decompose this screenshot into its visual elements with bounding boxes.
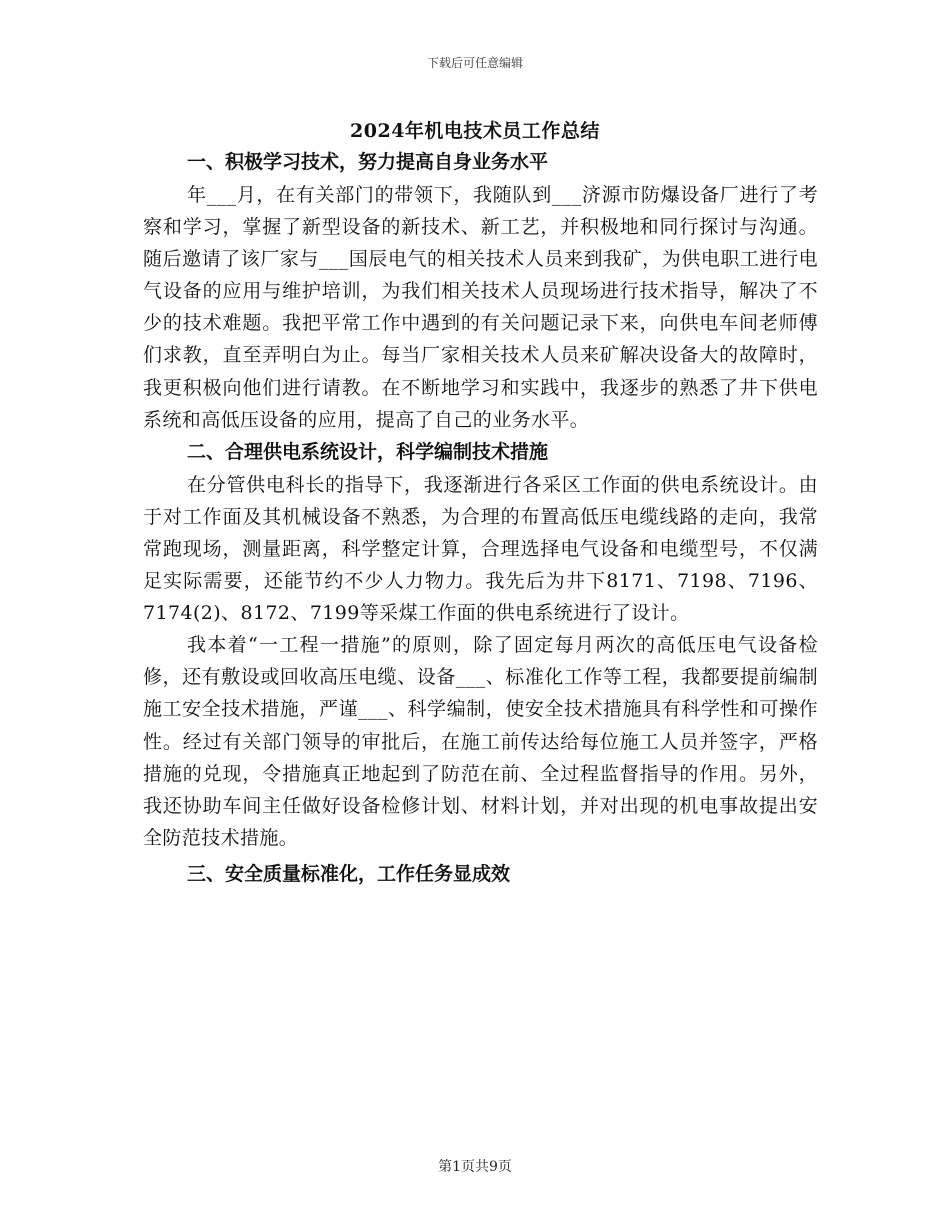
section-1-heading: 一、积极学习技术，努力提高自身业务水平: [187, 151, 549, 173]
section-2-paragraph-1: 在分管供电科长的指导下，我逐渐进行各采区工作面的供电系统设计。由于对工作面及其机械设备不熟悉，为合理的布置高低压电缆线路的走向，我常常跑现场，测量距离，科学整定计算，合理选择电气设备和电缆型号，不仅满足实际需要，还能节约不少人力物力。我先后为井下8171、7198、7196、7174(2)、8172、7199等采煤工作面的供电系统进行了设计。: [143, 473, 818, 625]
section-2-heading: 二、合理供电系统设计，科学编制技术措施: [187, 440, 549, 463]
section-2-paragraph-2: 我本着“一工程一措施”的原则，除了固定每月两次的高低压电气设备检修，还有敷设或回收高压电缆、设备___、标准化工作等工程，我都要提前编制施工安全技术措施，严谨___、科学编制，使安全技术措施具有科学性和可操作性。经过有关部门领导的审批后，在施工前传达给每位施工人员并签字，严格措施的兑现，令措施真正地起到了防范在前、全过程监督指导的作用。另外，我还协助车间主任做好设备检修计划、材料计划，并对出现的机电事故提出安全防范技术措施。: [143, 634, 818, 849]
header-note: 下载后可任意编辑: [426, 56, 523, 70]
document-body: [143, 146, 818, 891]
section-3-heading: 三、安全质量标准化，工作任务显成效: [187, 862, 511, 885]
section-1-paragraph-1: 年___月，在有关部门的带领下，我随队到___济源市防爆设备厂进行了考察和学习，掌握了新型设备的新技术、新工艺，并积极地和同行探讨与沟通。随后邀请了该厂家与___国辰电气的相关技术人员来到我矿，为供电职工进行电气设备的应用与维护培训，为我们相关技术人员现场进行技术指导，解决了不少的技术难题。我把平常工作中遇到的有关问题记录下来，向供电车间老师傅们求教，直至弄明白为止。每当厂家相关技术人员来矿解决设备大的故障时，我更积极向他们进行请教。在不断地学习和实践中，我逐步的熟悉了井下供电系统和高低压设备的应用，提高了自己的业务水平。: [143, 184, 818, 431]
document-title: 2024年机电技术员工作总结: [350, 120, 600, 142]
page-footer: 第1页共9页: [438, 1159, 512, 1175]
